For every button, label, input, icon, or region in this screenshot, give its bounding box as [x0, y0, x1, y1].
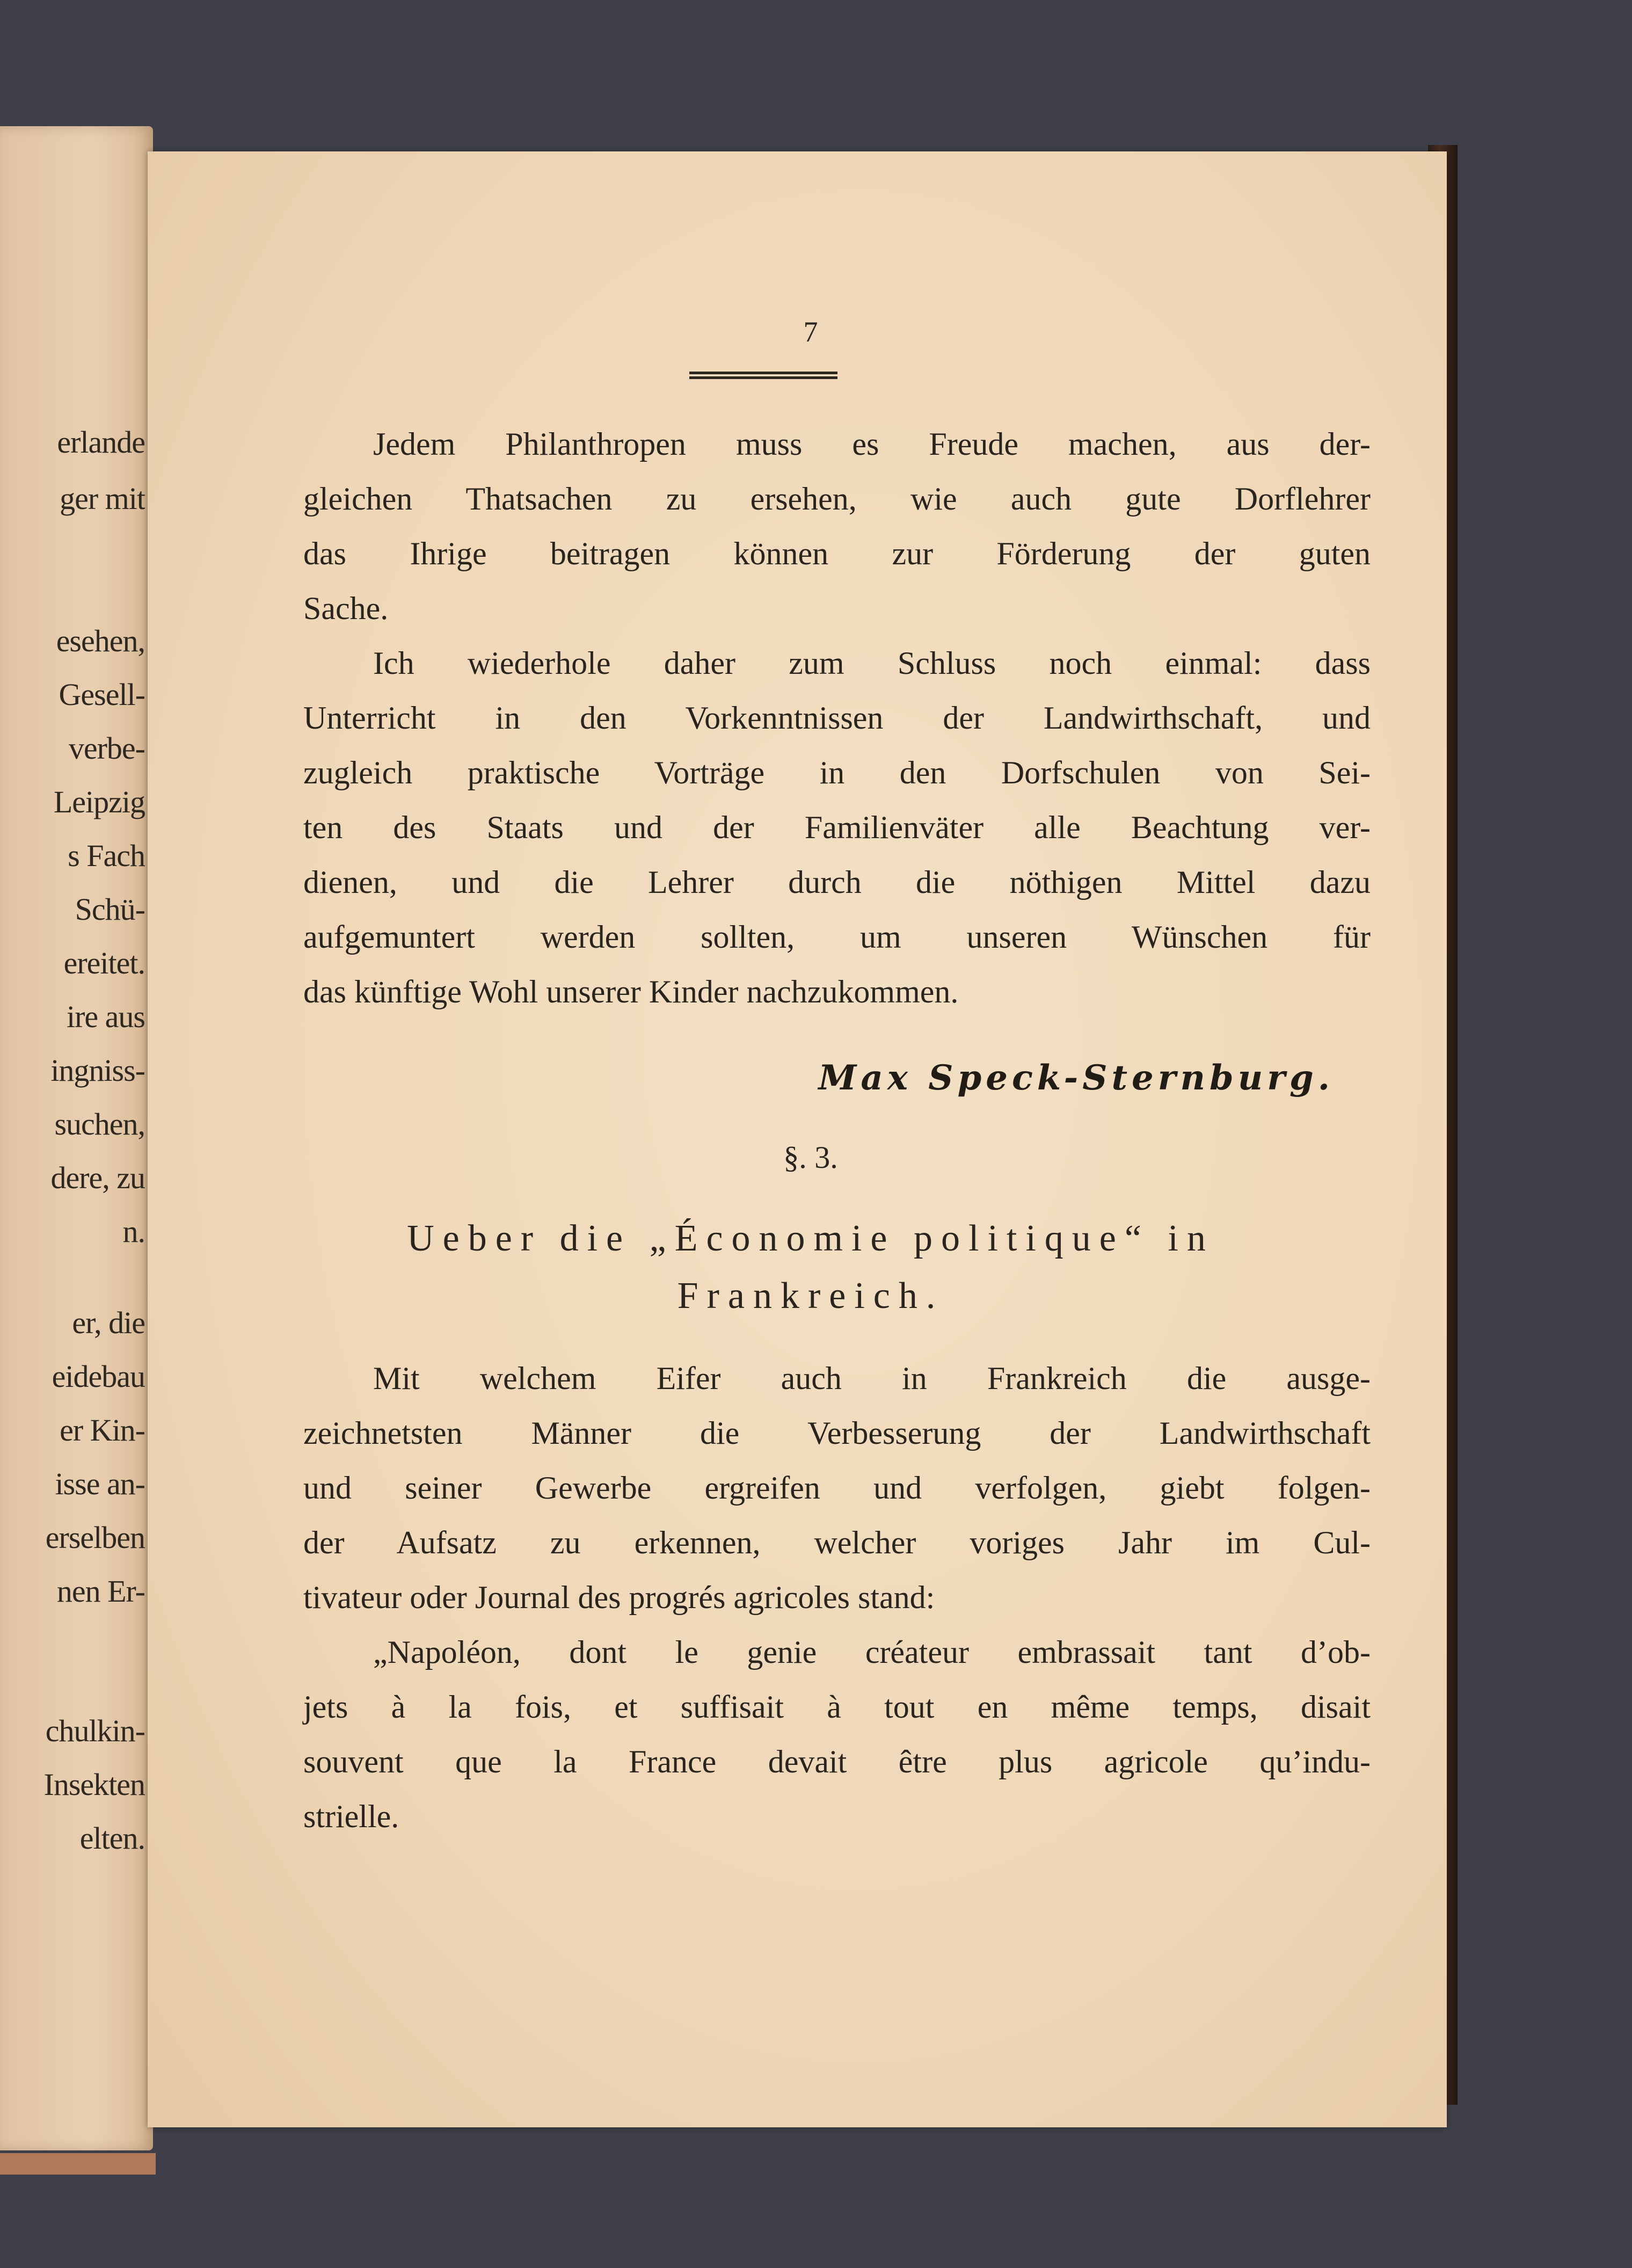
- author-signature: Max Speck-Sternburg.: [818, 1058, 1334, 1098]
- paragraph-line: „Napoléon, dont le genie créateur embrassait tant d’ob-: [373, 1634, 1371, 1670]
- left-page-line: Gesell-: [59, 677, 145, 712]
- left-page-line: eidebau: [52, 1359, 145, 1394]
- left-page-line: chulkin-: [45, 1713, 145, 1748]
- left-page-line: dere, zu: [50, 1160, 145, 1195]
- left-page-line: esehen,: [56, 623, 145, 658]
- left-page-line: nen Er-: [56, 1574, 145, 1609]
- paragraph-line: jets à la fois, et suffisait à tout en même temps, disait: [303, 1689, 1371, 1725]
- paragraph-line: souvent que la France devait être plus agricole qu’indu-: [303, 1744, 1371, 1779]
- left-page-line: er Kin-: [60, 1413, 145, 1448]
- left-page-line: erselben: [45, 1520, 145, 1555]
- paragraph-line: aufgemuntert werden sollten, um unseren Wünschen für: [303, 919, 1371, 955]
- left-page-line: er, die: [72, 1305, 145, 1340]
- left-page-line: Schü-: [75, 892, 145, 927]
- left-page-line: ger mit: [60, 481, 145, 516]
- left-page-line: isse an-: [55, 1466, 145, 1501]
- paragraph-line: das Ihrige beitragen können zur Förderung der guten: [303, 536, 1371, 571]
- paragraph-line: zugleich praktische Vorträge in den Dorfschulen von Sei-: [303, 755, 1371, 790]
- left-page-line: ire aus: [67, 999, 145, 1034]
- paragraph-line: gleichen Thatsachen zu ersehen, wie auch gute Dorflehrer: [303, 481, 1371, 517]
- section-number: §. 3.: [783, 1140, 838, 1175]
- paragraph-line: und seiner Gewerbe ergreifen und verfolgen, giebt folgen-: [303, 1470, 1371, 1506]
- paragraph-line: tivateur oder Journal des progrés agricoles stand:: [303, 1580, 935, 1615]
- paragraph-line: Mit welchem Eifer auch in Frankreich die ausge-: [373, 1361, 1371, 1396]
- left-page-line: ereitet.: [63, 946, 145, 980]
- left-facing-page: [0, 126, 153, 2150]
- left-page-line: erlande: [57, 425, 145, 460]
- paragraph-line: Sache.: [303, 591, 389, 626]
- page-number: 7: [803, 316, 818, 348]
- left-page-line: ingniss-: [50, 1053, 145, 1088]
- left-page-line: s Fach: [68, 838, 145, 873]
- paragraph-line: strielle.: [303, 1799, 399, 1834]
- paragraph-line: Jedem Philanthropen muss es Freude machen, aus der-: [373, 426, 1371, 462]
- section-heading: Ueber die „Économie politique“ in: [407, 1218, 1214, 1259]
- main-page: [148, 151, 1447, 2127]
- left-page-line: elten.: [79, 1821, 145, 1856]
- paragraph-line: dienen, und die Lehrer durch die nöthigen Mittel dazu: [303, 864, 1371, 900]
- paragraph-line: der Aufsatz zu erkennen, welcher voriges Jahr im Cul-: [303, 1525, 1371, 1560]
- section-heading: Frankreich.: [677, 1275, 944, 1317]
- left-page-line: Leipzig: [53, 784, 145, 819]
- paragraph-line: das künftige Wohl unserer Kinder nachzukommen.: [303, 974, 959, 1009]
- left-page-cover-edge: [0, 2153, 156, 2175]
- paragraph-line: Ich wiederhole daher zum Schluss noch einmal: dass: [373, 645, 1371, 681]
- left-page-line: suchen,: [54, 1107, 145, 1142]
- left-page-line: n.: [122, 1214, 145, 1249]
- left-page-line: Insekten: [43, 1767, 145, 1802]
- left-page-line: verbe-: [68, 731, 145, 766]
- paragraph-line: Unterricht in den Vorkenntnissen der Landwirthschaft, und: [303, 700, 1371, 736]
- paragraph-line: zeichnetsten Männer die Verbesserung der Landwirthschaft: [303, 1415, 1371, 1451]
- page-number-rule: [689, 372, 837, 379]
- paragraph-line: ten des Staats und der Familienväter alle Beachtung ver-: [303, 810, 1371, 845]
